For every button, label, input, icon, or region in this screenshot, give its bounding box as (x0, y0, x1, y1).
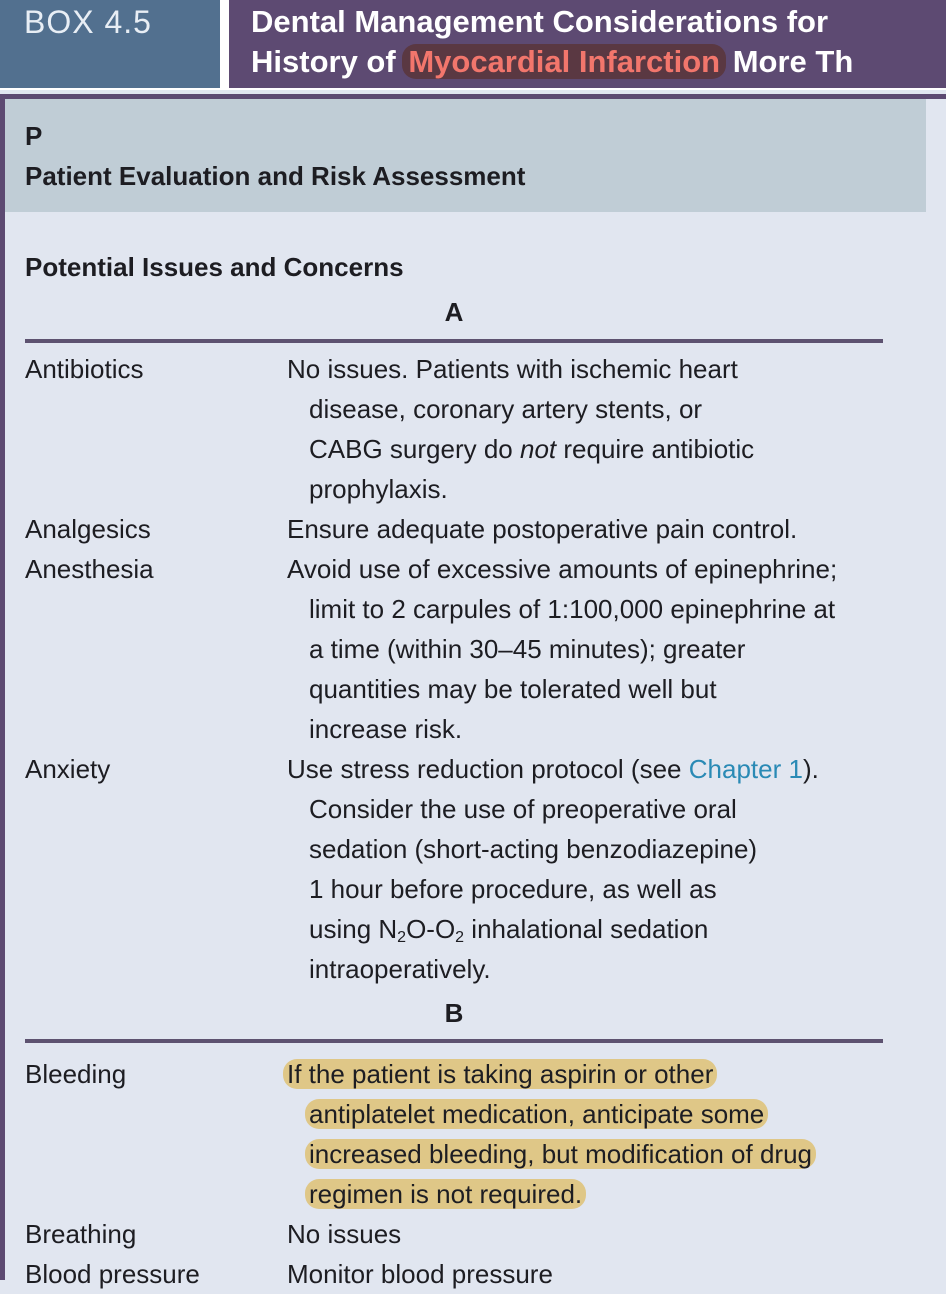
box-title-line-1: Dental Management Considerations for (251, 4, 829, 39)
desc-line: a time (within 30–45 minutes); greater (309, 634, 746, 664)
section-title: Patient Evaluation and Risk Assessment (25, 161, 526, 191)
box-title-suffix: More Th (732, 44, 854, 79)
desc-line (287, 909, 887, 949)
desc-text: Use stress reduction protocol (see (287, 754, 682, 784)
desc-line (287, 1174, 887, 1214)
box-title (229, 0, 946, 88)
row-term: Bleeding (25, 1059, 127, 1089)
row-description (287, 749, 887, 989)
row-description (287, 349, 887, 509)
issues-heading: Potential Issues and Concerns (25, 252, 404, 282)
desc-line: quantities may be tolerated well but (309, 674, 717, 704)
row-description (287, 549, 887, 749)
subscript: 2 (397, 929, 407, 946)
user-highlight[interactable]: antiplatelet medication, anticipate some (305, 1099, 768, 1129)
desc-line (287, 429, 887, 469)
desc-line: Consider the use of preoperative oral (309, 794, 737, 824)
section-letter: P (25, 121, 43, 151)
user-highlight[interactable]: If the patient is taking aspirin or other (283, 1059, 717, 1089)
desc-line: increase risk. (309, 714, 463, 744)
user-highlight[interactable]: regimen is not required. (305, 1179, 586, 1209)
row-term: Blood pressure (25, 1259, 200, 1289)
row-description (287, 1214, 887, 1254)
group-letter-a: A (444, 297, 464, 327)
subscript: 2 (455, 929, 465, 946)
row-description (287, 1254, 887, 1294)
section-p-header (5, 99, 926, 212)
desc-line (287, 1094, 887, 1134)
desc-line: limit to 2 carpules of 1:100,000 epinephrine at (309, 594, 836, 624)
desc-line: No issues. Patients with ischemic heart (287, 354, 738, 384)
desc-line: Monitor blood pressure (287, 1259, 553, 1289)
desc-line: sedation (short-acting benzodiazepine) (309, 834, 758, 864)
box-number-label: BOX 4.5 (0, 0, 220, 88)
desc-text: CABG surgery do (309, 434, 513, 464)
box-title-line-2 (251, 42, 946, 82)
row-term: Anesthesia (25, 554, 154, 584)
box-title-highlight[interactable]: Myocardial Infarction (402, 44, 726, 79)
desc-line (287, 1054, 887, 1094)
group-letter-b: B (444, 998, 464, 1028)
desc-text: ). (802, 754, 819, 784)
row-term: Breathing (25, 1219, 137, 1249)
desc-line: prophylaxis. (309, 474, 448, 504)
desc-text: O-O (406, 914, 456, 944)
desc-line: 1 hour before procedure, as well as (309, 874, 717, 904)
desc-line (287, 1134, 887, 1174)
box-title-prefix: History of (251, 44, 396, 79)
row-description (287, 509, 887, 549)
row-description-highlighted (287, 1054, 887, 1214)
emphasis-text: not (519, 434, 557, 464)
group-b-rule (25, 1039, 883, 1043)
desc-text: inhalational sedation (464, 914, 709, 944)
box-header (0, 0, 946, 90)
desc-line: intraoperatively. (309, 954, 491, 984)
desc-line: Avoid use of excessive amounts of epinephrine; (287, 554, 838, 584)
desc-line: Ensure adequate postoperative pain control. (287, 514, 798, 544)
desc-text: using N (309, 914, 398, 944)
desc-text: require antibiotic (563, 434, 755, 464)
desc-line (287, 749, 887, 789)
desc-line: disease, coronary artery stents, or (309, 394, 703, 424)
row-term: Analgesics (25, 514, 151, 544)
desc-line: No issues (287, 1219, 402, 1249)
group-a-rule (25, 339, 883, 343)
row-term: Anxiety (25, 754, 111, 784)
chapter-1-link[interactable]: Chapter 1 (688, 754, 803, 784)
row-term: Antibiotics (25, 354, 144, 384)
user-highlight[interactable]: increased bleeding, but modification of drug (305, 1139, 816, 1169)
